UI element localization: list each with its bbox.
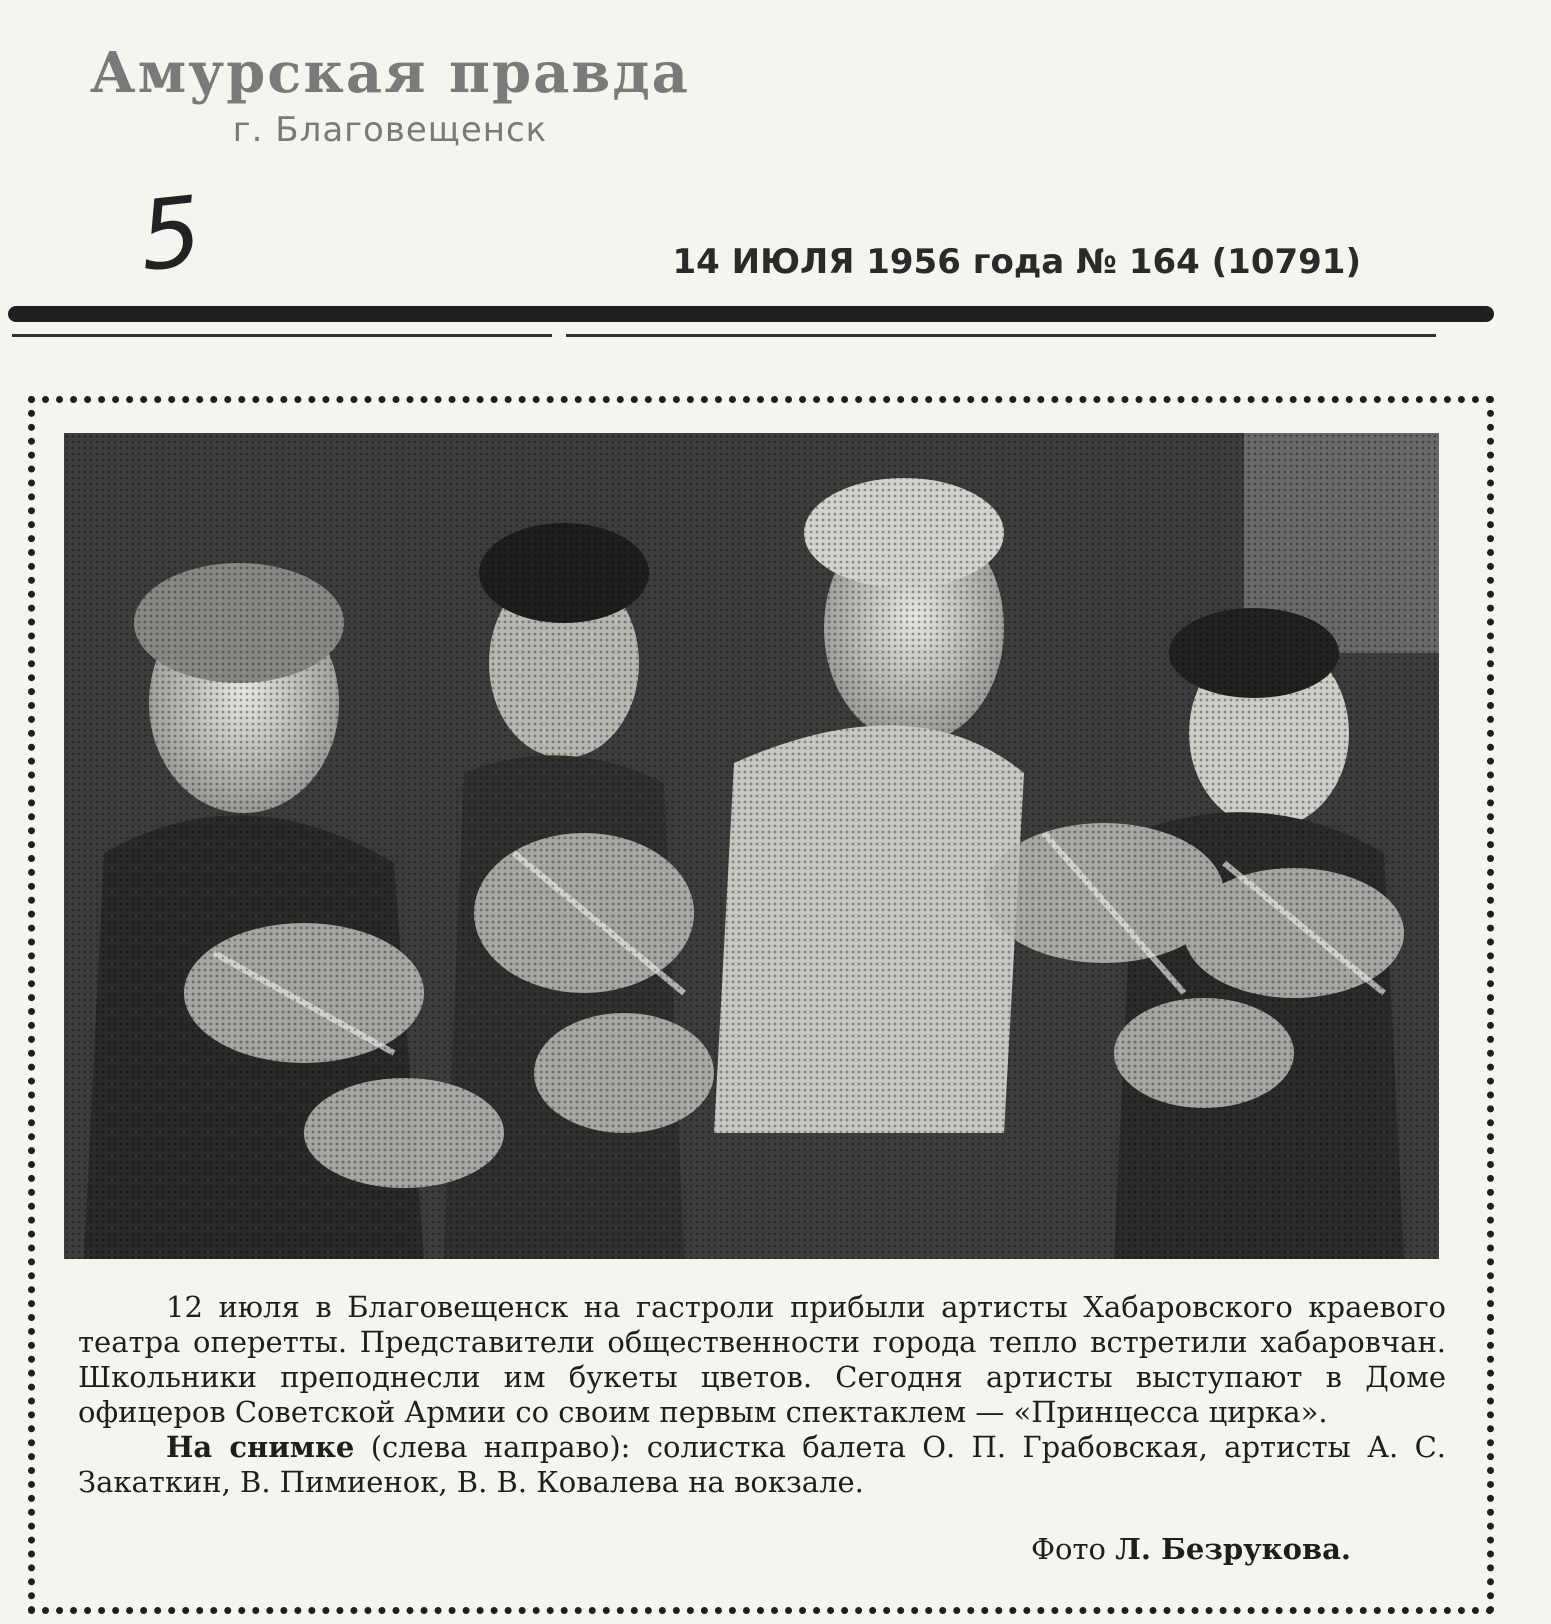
photo-image xyxy=(64,433,1439,1259)
article-photo xyxy=(64,433,1439,1259)
photo-caption xyxy=(78,1290,1446,1500)
caption-note-label: На снимке xyxy=(166,1430,355,1464)
newspaper-city: г. Благовещенск xyxy=(232,110,548,150)
credit-prefix: Фото xyxy=(1030,1532,1116,1566)
issue-dateline: 14 ИЮЛЯ 1956 года № 164 (10791) xyxy=(672,242,1361,282)
credit-author: Л. Безрукова. xyxy=(1115,1532,1351,1566)
header-thin-rule-left xyxy=(12,334,552,337)
caption-note-text: (слева направо): солистка балета О. П. Грабовская, артисты А. С. Закаткин, В. Пимиенок, В. В. Ковалева на вокзале. xyxy=(78,1430,1446,1499)
photo-credit xyxy=(1031,1532,1351,1566)
newspaper-name: Амурская правда xyxy=(90,40,690,106)
header-thin-rule-right xyxy=(566,334,1436,337)
newspaper-stamp xyxy=(0,40,780,150)
header-rule xyxy=(8,306,1494,322)
handwritten-mark: 5 xyxy=(134,175,207,293)
caption-photo-note xyxy=(78,1430,1446,1500)
caption-lead-paragraph: 12 июля в Благовещенск на гастроли прибыли артисты Хабаровского краевого театра оперетты. Представители общественности города тепло встретили хабаровчан. Школьники преподнесли им букеты цветов. Сегодня артисты выступают в Доме офицеров Советской Армии со своим первым спектаклем — «Принцесса цирка». xyxy=(78,1290,1446,1429)
